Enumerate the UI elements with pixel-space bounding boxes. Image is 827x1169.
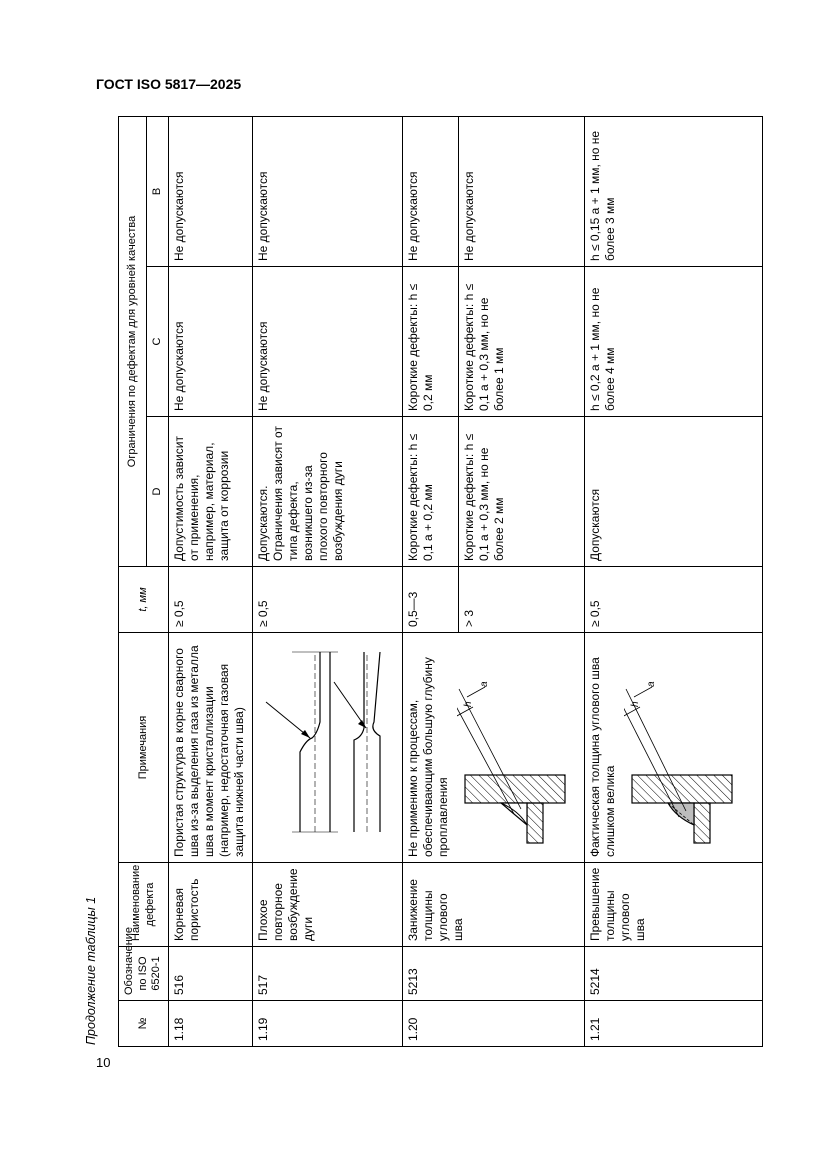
row-limit-b: Не допускаются [459, 116, 585, 266]
row-limit-b: Не допускаются [169, 116, 253, 266]
header-notes: Примечания [119, 633, 169, 863]
row-defect-name: Корневая пористость [169, 863, 253, 947]
row-limit-c: Короткие дефекты: h ≤ 0,1 a + 0,3 мм, но не более 1 мм [459, 267, 585, 417]
row-no: 1.20 [403, 1001, 585, 1047]
table-row [585, 116, 763, 1046]
arc-restart-diagram [262, 643, 392, 853]
row-limit-b: Не допускаются [403, 116, 459, 266]
row-limit-d: Короткие дефекты: h ≤ 0,1 a + 0,2 мм [403, 417, 459, 567]
row-thickness: 0,5—3 [403, 567, 459, 633]
row-notes-text: Фактическая толщина углового шва слишком велика [588, 657, 617, 857]
header-no: № [119, 1001, 169, 1047]
row-limit-d: Короткие дефекты: h ≤ 0,1 a + 0,3 мм, но не более 2 мм [459, 417, 585, 567]
row-notes [403, 633, 585, 863]
row-thickness: ≥ 0,5 [585, 567, 763, 633]
row-defect-name: Плохое повторное возбуждение дуги [253, 863, 403, 947]
row-limit-c: Не допускаются [169, 267, 253, 417]
row-no: 1.18 [169, 1001, 253, 1047]
row-limit-c: h ≤ 0,2 a + 1 мм, но не более 4 мм [585, 267, 763, 417]
row-notes: Пористая структура в корне сварного шва из-за выделения газа из металла шва в момент кристаллизации (например, недостаточная газовая защита нижней части шва) [169, 633, 253, 863]
row-defect-name: Занижение толщины углового шва [403, 863, 585, 947]
header-t: t, мм [119, 567, 169, 633]
row-limit-b: Не допускаются [253, 116, 403, 266]
row-limit-b: h ≤ 0,15 a + 1 мм, но не более 3 мм [585, 116, 763, 266]
page-header: ГОСТ ISO 5817—2025 [96, 76, 242, 92]
table-row [253, 116, 403, 1046]
row-iso: 516 [169, 947, 253, 1001]
label-h: h [463, 701, 474, 708]
row-notes-text: Не применимо к процессам, обеспечивающим большую глубину проплавления [406, 657, 450, 857]
row-no: 1.21 [585, 1001, 763, 1047]
header-name: Наименование дефекта [119, 863, 169, 947]
row-limit-c: Не допускаются [253, 267, 403, 417]
defects-table [118, 116, 763, 1047]
row-no: 1.19 [253, 1001, 403, 1047]
header-iso: Обозначение по ISO 6520-1 [119, 947, 169, 1001]
header-level-c: C [147, 267, 169, 417]
row-limit-d: Допускаются [585, 417, 763, 567]
page-number: 10 [96, 1055, 111, 1070]
row-thickness: ≥ 0,5 [169, 567, 253, 633]
row-limit-d: Допустимость зависит от применения, например, материал, защита от коррозии [169, 417, 253, 567]
fillet-underfill-diagram [457, 648, 575, 848]
fillet-excess-diagram [624, 648, 742, 848]
row-limit-d: Допускаются. Ограничения зависят от типа дефекта, возникшего из-за плохого повторного возбуждения дуги [253, 417, 403, 567]
row-notes [253, 633, 403, 863]
label-h: h [630, 701, 641, 708]
row-defect-name: Превышение толщины углового шва [585, 863, 763, 947]
row-notes [585, 633, 763, 863]
row-iso: 517 [253, 947, 403, 1001]
header-limits: Ограничения по дефектам для уровней качества [119, 116, 147, 566]
row-limit-c: Короткие дефекты: h ≤ 0,2 мм [403, 267, 459, 417]
label-a: a [479, 681, 490, 688]
row-thickness: > 3 [459, 567, 585, 633]
header-level-d: D [147, 417, 169, 567]
table-caption: Продолжение таблицы 1 [84, 896, 98, 1045]
row-iso: 5213 [403, 947, 585, 1001]
header-row-1 [119, 116, 147, 1046]
header-level-b: B [147, 116, 169, 266]
row-thickness: ≥ 0,5 [253, 567, 403, 633]
table-row [403, 116, 459, 1046]
table-row [169, 116, 253, 1046]
label-a: a [646, 681, 657, 688]
row-iso: 5214 [585, 947, 763, 1001]
rotated-table-container [118, 117, 762, 1047]
